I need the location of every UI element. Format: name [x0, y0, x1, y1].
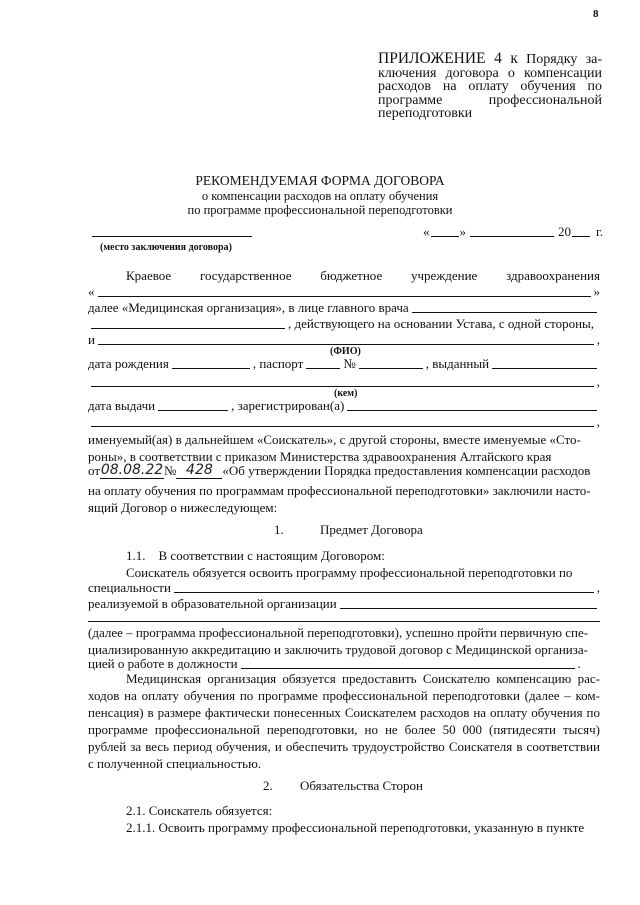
word-2: государственное: [199, 268, 292, 283]
appendix-rest: ключения договора о компенсации расходов на оплату обучения по программе профессиональной переподготовки: [378, 65, 602, 121]
preamble-line-3: [88, 462, 590, 479]
kem-caption: (кем): [334, 388, 358, 399]
order-from: от: [88, 463, 101, 478]
specialty-comma: ,: [596, 580, 600, 595]
month-field[interactable]: [470, 236, 554, 237]
chief-doctor-text: далее «Медицинская организация», в лице главного врача: [88, 300, 409, 315]
registered-line-2: [88, 414, 600, 430]
order-date-handwritten: 08.08.22: [100, 462, 164, 478]
section1-title: Предмет Договора: [320, 522, 423, 537]
applicant-comma: ,: [596, 332, 600, 347]
issue-date-field[interactable]: [158, 410, 228, 411]
page-number: 8: [593, 8, 599, 20]
issued-label: , выданный: [425, 356, 490, 371]
word-1: Краевое: [126, 268, 172, 283]
appendix-note: [378, 52, 602, 121]
form-subtitle-2: по программе профессиональной переподготовки: [187, 203, 453, 217]
preamble-line-4: [88, 483, 600, 499]
preamble-line-5: ящий Договор о нижеследующем:: [88, 500, 278, 515]
position-field[interactable]: [241, 668, 575, 669]
preamble-text-4: на оплату обучения по программам профессиональной переподготовки» заключили насто-: [88, 483, 591, 498]
issue-reg-line: [88, 398, 600, 414]
clause-2-1-1-text: 2.1.1. Освоить программу профессиональной переподготовки, указанную в пункте: [126, 820, 585, 835]
clause-2-1-1: [126, 820, 600, 836]
birth-date-field[interactable]: [172, 368, 250, 369]
edu-org-label: реализуемой в образовательной организации: [88, 596, 337, 611]
and-text: и: [88, 332, 95, 347]
year-suffix: г.: [596, 224, 604, 239]
passport-label: , паспорт: [252, 356, 304, 371]
specialty-field[interactable]: [174, 592, 594, 593]
quote-open: «: [88, 284, 95, 299]
registered-label: , зарегистрирован(а): [231, 398, 345, 413]
number-sign: №: [343, 356, 356, 371]
date-quote-open: «: [423, 224, 430, 239]
issued-comma: ,: [596, 374, 600, 389]
year-field[interactable]: [572, 236, 590, 237]
date-quote-close: »: [459, 224, 466, 239]
word-3: бюджетное: [320, 268, 383, 283]
clause-after-1-text: (далее – программа профессиональной переподготовки), успешно пройти первичную спе-: [88, 625, 589, 640]
clause-1-1-a: [126, 565, 600, 581]
issued-by-field-2[interactable]: [91, 386, 594, 387]
edu-org-field-2[interactable]: [88, 621, 600, 622]
edu-org-field[interactable]: [340, 608, 597, 609]
fio-caption: (ФИО): [330, 346, 361, 357]
appendix-line1: Порядку за-: [517, 52, 602, 67]
org-name-field[interactable]: [98, 296, 591, 297]
order-title: «Об утверждении Порядка предоставления компенсации расходов: [222, 463, 591, 478]
med-org-clause: Медицинская организация обязуется предоставить Соискателю компенсацию расходов на оплату обучения по программе профессиональной переподготовки (далее – компенсация) в размере фактически понесенных Соискателем расходов на оплату обучения по программе профессиональной переподготовки, но не более 50 000 (пятидесяти тысяч) рублей за весь период обучения, и обеспечить трудоустройство Соискателя в соответствии с полученной специальностью.: [88, 671, 600, 771]
quote-close: »: [593, 284, 600, 299]
passport-series-field[interactable]: [306, 368, 340, 369]
preamble-text-2: роны», в соответствии с приказом Министерства здравоохранения Алтайского края: [88, 449, 552, 464]
chief-doctor-field[interactable]: [412, 312, 597, 313]
section2-number: 2.: [263, 778, 273, 793]
registered-field[interactable]: [347, 410, 597, 411]
applicant-fio-field[interactable]: [98, 344, 594, 345]
appendix-label: ПРИЛОЖЕНИЕ 4 к: [378, 50, 518, 67]
clause-after-1: [88, 625, 600, 641]
clause-2-1: 2.1. Соискатель обязуется:: [126, 803, 273, 818]
registered-comma: ,: [596, 414, 600, 429]
place-caption: (место заключения договора): [100, 242, 232, 253]
issued-by-field[interactable]: [492, 368, 597, 369]
specialty-label: специальности: [88, 580, 171, 595]
issue-date-label: дата выдачи: [88, 398, 156, 413]
passport-number-field[interactable]: [359, 368, 423, 369]
charter-line: [88, 316, 600, 332]
clause-after-2-text: циализированную аккредитацию и заключить трудовой договор с Медицинской организа-: [88, 642, 588, 657]
form-title: РЕКОМЕНДУЕМАЯ ФОРМА ДОГОВОРА: [195, 173, 445, 188]
place-field[interactable]: [92, 236, 252, 237]
position-dot: .: [577, 656, 581, 671]
clause-1-1-a-text: Соискатель обязуется освоить программу профессиональной переподготовки по: [126, 565, 573, 580]
section2-title: Обязательства Сторон: [300, 778, 423, 793]
org-name-line: [88, 284, 600, 300]
chief-doctor-field-2[interactable]: [91, 328, 285, 329]
chief-doctor-line: [88, 300, 600, 316]
order-no-sign: №: [164, 463, 177, 478]
birth-passport-line: [88, 356, 600, 372]
charter-text: , действующего на основании Устава, с одной стороны,: [288, 316, 595, 331]
birth-label: дата рождения: [88, 356, 169, 371]
preamble-line-1: [88, 432, 600, 448]
section1-number: 1.: [274, 522, 284, 537]
word-4: учреждение: [410, 268, 478, 283]
clause-1-1: 1.1. В соответствии с настоящим Договором:: [126, 548, 385, 563]
word-5: здравоохранения: [506, 268, 600, 283]
edu-org-line: [88, 596, 600, 612]
day-field[interactable]: [431, 236, 459, 237]
registered-field-2[interactable]: [91, 426, 594, 427]
form-subtitle-1: о компенсации расходов на оплату обучения: [201, 189, 439, 203]
specialty-line: [88, 580, 600, 596]
year-prefix: 20: [558, 224, 571, 239]
party1-line1: [126, 268, 600, 284]
preamble-text-1: именуемый(ая) в дальнейшем «Соискатель», с другой стороны, вместе именуемые «Сто-: [88, 432, 581, 447]
position-label: цией о работе в должности: [88, 656, 238, 671]
order-number-handwritten: 428: [176, 462, 222, 479]
date-field: [423, 224, 603, 240]
